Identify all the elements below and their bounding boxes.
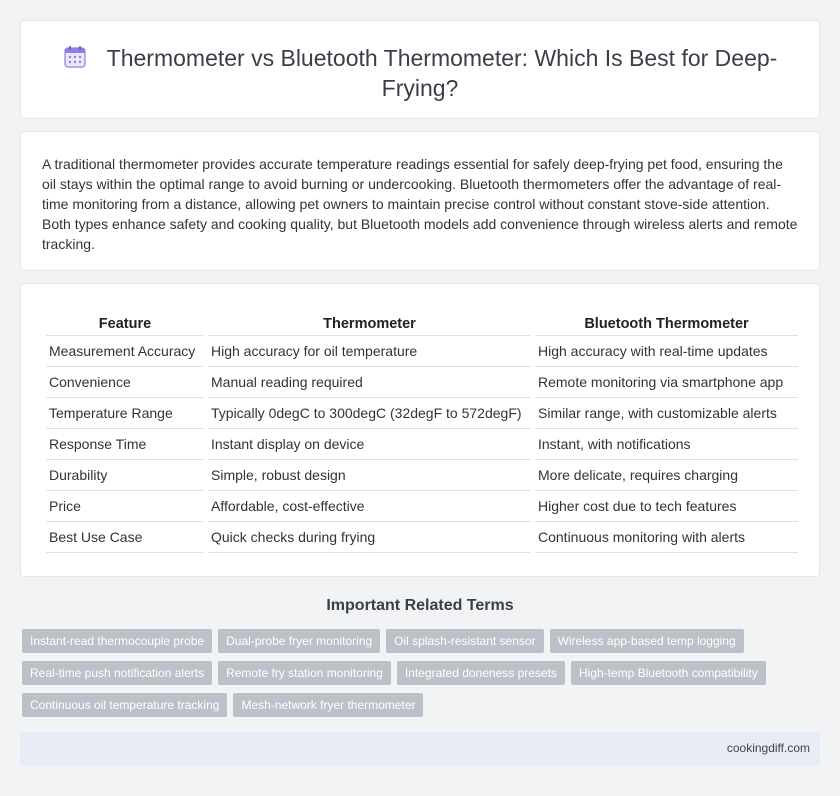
- related-tag[interactable]: Dual-probe fryer monitoring: [218, 629, 380, 653]
- footer-site-link[interactable]: cookingdiff.com: [726, 741, 810, 755]
- table-cell: Higher cost due to tech features: [535, 491, 798, 522]
- table-cell: Measurement Accuracy: [46, 336, 204, 367]
- table-row: [46, 429, 798, 460]
- table-cell: Typically 0degC to 300degC (32degF to 572degF): [208, 398, 531, 429]
- header-bluetooth-thermometer: Bluetooth Thermometer: [535, 314, 798, 336]
- related-tag[interactable]: Continuous oil temperature tracking: [22, 693, 227, 717]
- related-terms-title: Important Related Terms: [326, 597, 514, 614]
- summary-card: [20, 131, 820, 271]
- summary-text: A traditional thermometer provides accurate temperature readings essential for safely deep-frying pet food, ensuring the oil stays within the optimal range to avoid burning or undercooking. Bluetooth thermometers offer the advantage of real-time monitoring from a distance, allowing pet owners to maintain precise control without constant stove-side attention. Both types enhance safety and cooking quality, but Bluetooth models add convenience through wireless alerts and remote tracking.: [42, 156, 798, 252]
- related-terms-tags: [22, 629, 802, 717]
- table-cell: Similar range, with customizable alerts: [535, 398, 798, 429]
- page-title-wrap: [21, 43, 819, 103]
- table-row: [46, 336, 798, 367]
- calendar-icon: [63, 45, 87, 69]
- page-title: Thermometer vs Bluetooth Thermometer: Which Is Best for Deep-Frying?: [106, 45, 778, 101]
- table-header-row: [46, 314, 798, 336]
- table-cell: Response Time: [46, 429, 204, 460]
- table-cell: More delicate, requires charging: [535, 460, 798, 491]
- table-cell: Durability: [46, 460, 204, 491]
- table-row: [46, 398, 798, 429]
- related-tag[interactable]: Real-time push notification alerts: [22, 661, 212, 685]
- header-thermometer: Thermometer: [208, 314, 531, 336]
- table-cell: Price: [46, 491, 204, 522]
- table-row: [46, 522, 798, 553]
- table-cell: Temperature Range: [46, 398, 204, 429]
- related-tag[interactable]: Mesh-network fryer thermometer: [233, 693, 423, 717]
- table-cell: Affordable, cost-effective: [208, 491, 531, 522]
- table-cell: Manual reading required: [208, 367, 531, 398]
- table-cell: Instant, with notifications: [535, 429, 798, 460]
- table-cell: Convenience: [46, 367, 204, 398]
- related-tag[interactable]: Remote fry station monitoring: [218, 661, 391, 685]
- table-row: [46, 491, 798, 522]
- footer: [20, 732, 820, 766]
- table-cell: Continuous monitoring with alerts: [535, 522, 798, 553]
- table-cell: Best Use Case: [46, 522, 204, 553]
- related-tag[interactable]: Integrated doneness presets: [397, 661, 565, 685]
- header-feature: Feature: [46, 314, 204, 336]
- table-cell: High accuracy for oil temperature: [208, 336, 531, 367]
- related-tag[interactable]: Instant-read thermocouple probe: [22, 629, 212, 653]
- table-cell: Simple, robust design: [208, 460, 531, 491]
- table-row: [46, 367, 798, 398]
- table-cell: Instant display on device: [208, 429, 531, 460]
- table-cell: High accuracy with real-time updates: [535, 336, 798, 367]
- table-row: [46, 460, 798, 491]
- related-tag[interactable]: High-temp Bluetooth compatibility: [571, 661, 766, 685]
- comparison-table-card: [20, 283, 820, 577]
- related-tag[interactable]: Oil splash-resistant sensor: [386, 629, 543, 653]
- comparison-table: [42, 314, 802, 553]
- table-cell: Quick checks during frying: [208, 522, 531, 553]
- table-cell: Remote monitoring via smartphone app: [535, 367, 798, 398]
- related-tag[interactable]: Wireless app-based temp logging: [550, 629, 744, 653]
- header-card: [20, 20, 820, 119]
